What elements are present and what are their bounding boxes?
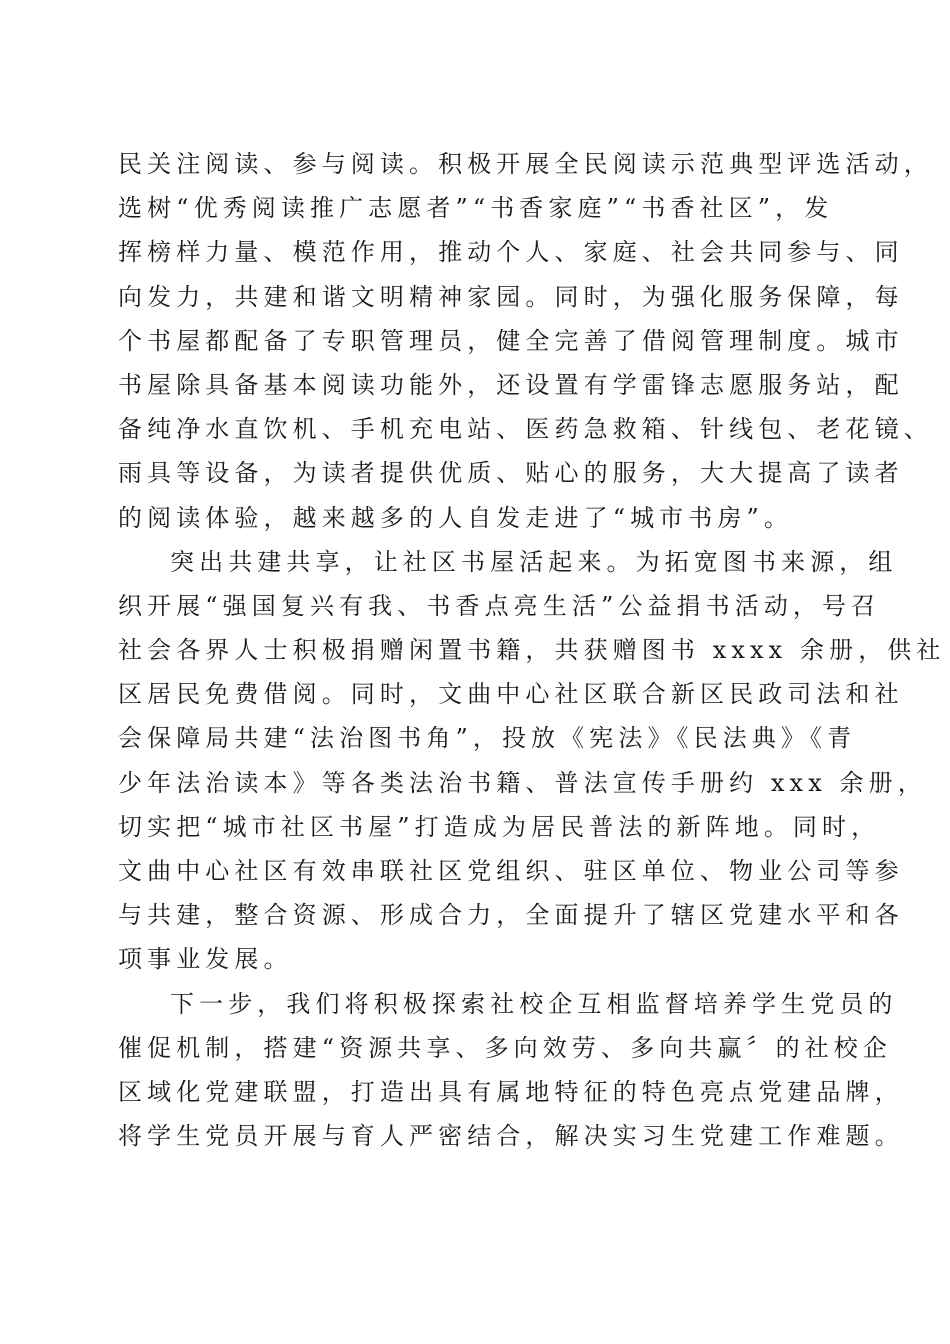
text-line: 催促机制，搭建“资源共享、多向效劳、多向共赢〞的社校企 — [118, 1033, 892, 1062]
text-line: 与共建，整合资源、形成合力，全面提升了辖区党建水平和各 — [118, 901, 904, 930]
paragraph-1 — [118, 142, 933, 540]
text-line: 备纯净水直饮机、手机充电站、医药急救箱、针线包、老花镜、 — [118, 415, 933, 444]
text-line: 下一步，我们将积极探索社校企互相监督培养学生党员的 — [170, 989, 898, 1018]
text-line: 区居民免费借阅。同时，文曲中心社区联合新区民政司法和社 — [118, 680, 904, 709]
text-line: 文曲中心社区有效串联社区党组织、驻区单位、物业公司等参 — [118, 857, 904, 885]
text-line: 社会各界人士积极捐赠闲置书籍，共获赠图书 xxxx 余册，供社 — [118, 636, 946, 665]
text-line: 突出共建共享，让社区书屋活起来。为拓宽图书来源，组 — [170, 547, 898, 576]
text-line: 将学生党员开展与育人严密结合，解决实习生党建工作难题。 — [118, 1122, 904, 1151]
text-line: 选树“优秀阅读推广志愿者”“书香家庭”“书香社区”，发 — [118, 194, 834, 223]
text-line: 织开展“强国复兴有我、书香点亮生活”公益捐书活动，号召 — [118, 591, 881, 620]
text-line: 挥榜样力量、模范作用，推动个人、家庭、社会共同参与、同 — [118, 238, 904, 267]
text-line: 雨具等设备，为读者提供优质、贴心的服务，大大提高了读者 — [118, 459, 904, 488]
text-line: 少年法治读本》等各类法治书籍、普法宣传手册约 xxx 余册， — [118, 768, 927, 797]
text-line: 向发力，共建和谐文明精神家园。同时，为强化服务保障，每 — [118, 282, 904, 311]
text-line: 项事业发展。 — [118, 945, 293, 974]
text-line: 书屋除具备基本阅读功能外，还设置有学雷锋志愿服务站，配 — [118, 370, 904, 399]
text-line: 会保障局共建“法治图书角”，投放《宪法》《民法典》《青 — [118, 724, 857, 753]
paragraph-3 — [118, 982, 904, 1159]
text-line: 区域化党建联盟，打造出具有属地特征的特色亮点党建品牌， — [118, 1077, 904, 1106]
text-line: 个书屋都配备了专职管理员，健全完善了借阅管理制度。城市 — [118, 326, 904, 355]
document-page — [118, 142, 946, 1158]
text-line: 民关注阅读、参与阅读。积极开展全民阅读示范典型评选活动， — [118, 150, 933, 178]
paragraph-2 — [118, 540, 946, 982]
text-line: 切实把“城市社区书屋”打造成为居民普法的新阵地。同时， — [118, 812, 881, 841]
text-line: 的阅读体验，越来越多的人自发走进了“城市书房”。 — [118, 503, 793, 532]
